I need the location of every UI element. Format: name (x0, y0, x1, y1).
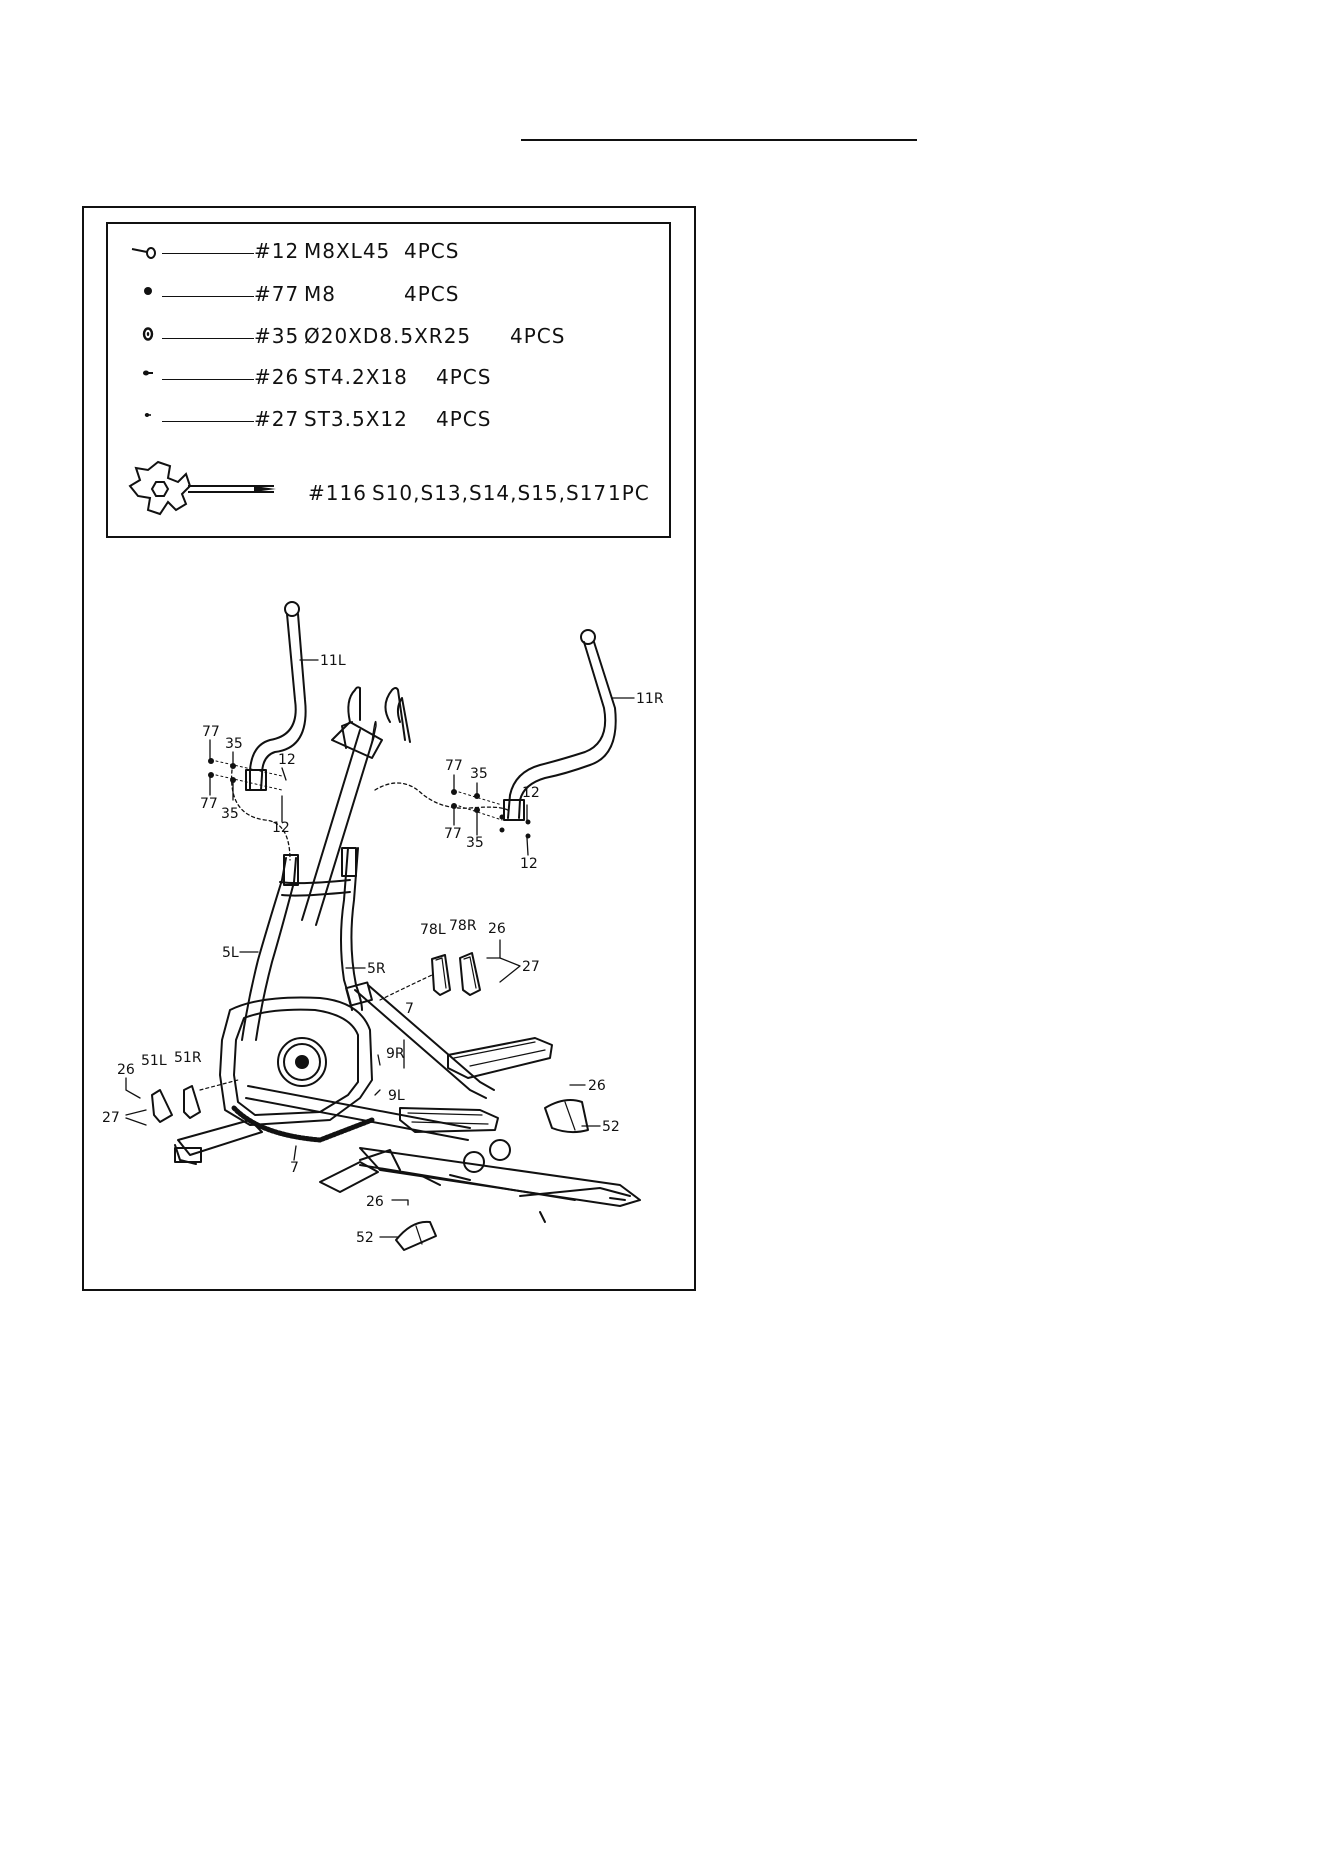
cover-52-bottom (396, 1222, 436, 1250)
hardware-row-12 (108, 233, 669, 273)
callout-77: 77 (444, 826, 462, 842)
callout-26: 26 (117, 1062, 135, 1078)
base-frame (175, 1120, 640, 1222)
callout-5L: 5L (222, 945, 239, 961)
small-screw-icon (143, 409, 155, 421)
hardware-row-27 (108, 401, 669, 441)
callout-27: 27 (102, 1110, 120, 1126)
hardware-spec: Ø20XD8.5XR25 (304, 324, 472, 348)
callout-35: 35 (221, 806, 239, 822)
cover-51R (184, 1086, 200, 1118)
bolt-icon (130, 241, 160, 261)
elliptical-trainer-exploded-diagram (84, 560, 694, 1280)
hardware-qty: 4PCS (404, 282, 460, 306)
handlebar-11L (246, 602, 306, 790)
callout-35: 35 (225, 736, 243, 752)
callout-27: 27 (522, 959, 540, 975)
hardware-row-26 (108, 359, 669, 399)
screw-icon (142, 367, 156, 379)
callout-52: 52 (602, 1119, 620, 1135)
cover-78R (460, 953, 480, 995)
callout-77: 77 (200, 796, 218, 812)
cover-51L (152, 1090, 172, 1122)
callout-9L: 9L (388, 1088, 405, 1104)
flywheel-housing (220, 998, 372, 1141)
hardware-spec: M8 (304, 282, 336, 306)
callout-35: 35 (466, 835, 484, 851)
hardware-part-number: #12 (254, 239, 300, 263)
callout-77: 77 (202, 724, 220, 740)
handlebar-11R (504, 630, 616, 820)
callout-51L: 51L (141, 1053, 167, 1069)
callout-7: 7 (405, 1001, 414, 1017)
callout-12: 12 (272, 820, 290, 836)
cover-52-right (545, 1100, 588, 1132)
hardware-qty: 4PCS (510, 324, 566, 348)
hardware-row-77 (108, 276, 669, 316)
washer-icon (141, 326, 155, 342)
callout-26: 26 (588, 1078, 606, 1094)
callout-78L: 78L (420, 922, 446, 938)
callout-7: 7 (290, 1160, 299, 1176)
arm-5L (242, 855, 350, 1040)
callout-12: 12 (278, 752, 296, 768)
pedal-right (448, 1038, 552, 1078)
callout-12: 12 (522, 785, 540, 801)
callout-52: 52 (356, 1230, 374, 1246)
hardware-part-number: #116 (308, 481, 367, 505)
hardware-row-35 (108, 318, 669, 358)
wrench-icon (124, 456, 282, 522)
hardware-qty: 4PCS (404, 239, 460, 263)
callout-9R: 9R (386, 1046, 405, 1062)
hardware-qty: 1PC (608, 481, 650, 505)
nut-icon (142, 284, 154, 298)
hardware-row-116 (108, 456, 669, 526)
hardware-qty: 4PCS (436, 407, 492, 431)
hardware-part-number: #77 (254, 282, 300, 306)
callout-26: 26 (366, 1194, 384, 1210)
callout-5R: 5R (367, 961, 386, 977)
hardware-part-number: #35 (254, 324, 300, 348)
cover-78L (432, 955, 450, 995)
pedal-left (400, 1108, 498, 1132)
hardware-qty: 4PCS (436, 365, 492, 389)
hardware-part-number: #27 (254, 407, 300, 431)
hardware-spec: M8XL45 (304, 239, 391, 263)
callout-12: 12 (520, 856, 538, 872)
callout-11L: 11L (320, 653, 346, 669)
callout-51R: 51R (174, 1050, 202, 1066)
hardware-spec: S10,S13,S14,S15,S17 (372, 481, 608, 505)
callout-78R: 78R (449, 918, 477, 934)
hardware-list-box (106, 222, 671, 538)
hardware-spec: ST3.5X12 (304, 407, 408, 431)
hardware-spec: ST4.2X18 (304, 365, 408, 389)
console-mast (302, 687, 410, 925)
callout-77: 77 (445, 758, 463, 774)
callout-11R: 11R (636, 691, 664, 707)
title-underline (521, 139, 917, 141)
callout-26: 26 (488, 921, 506, 937)
callout-35: 35 (470, 766, 488, 782)
hardware-part-number: #26 (254, 365, 300, 389)
